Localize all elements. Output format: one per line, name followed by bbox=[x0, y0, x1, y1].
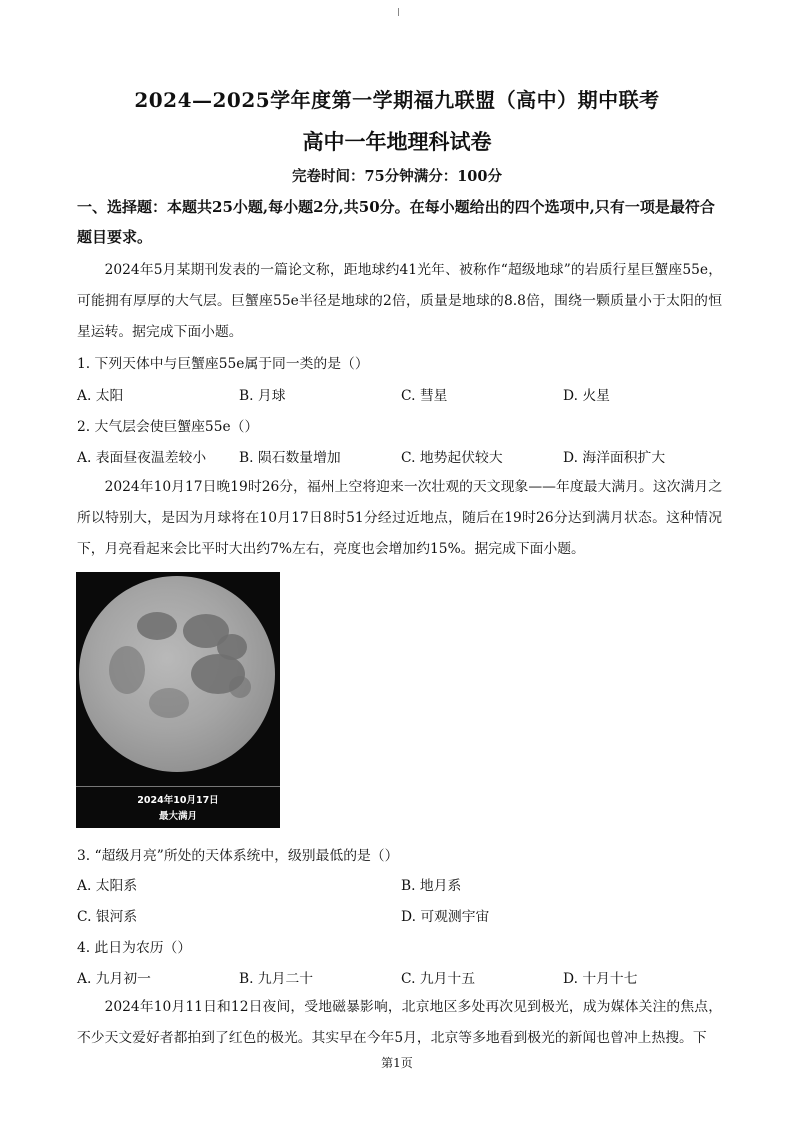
full-moon-image bbox=[79, 576, 275, 772]
exam-info: 完卷时间：75分钟满分：100分 bbox=[292, 168, 502, 185]
question-1-option-a: A. 太阳 bbox=[77, 388, 124, 404]
question-4-option-c: C. 九月十五 bbox=[401, 971, 476, 987]
passage-1: 2024年5月某期刊发表的一篇论文称，距地球约41光年、被称作“超级地球”的岩质行星巨蟹座55e，可能拥有厚厚的大气层。巨蟹座55e半径是地球的2倍，质量是地球的8.8倍，围绕一颗质量小于太阳的恒星运转。据完成下面小题。 bbox=[77, 262, 722, 340]
question-1-stem: 1. 下列天体中与巨蟹座55e属于同一类的是（） bbox=[77, 356, 369, 372]
question-4-option-a: A. 九月初一 bbox=[77, 971, 151, 987]
question-3-stem: 3. “超级月亮”所处的天体系统中，级别最低的是（） bbox=[77, 848, 399, 864]
page-number: 第1页 bbox=[381, 1056, 413, 1070]
question-1-option-b: B. 月球 bbox=[239, 388, 286, 404]
question-2-option-a: A. 表面昼夜温差较小 bbox=[77, 450, 207, 466]
question-4-option-d: D. 十月十七 bbox=[563, 971, 638, 987]
photo-caption-date: 2024年10月17日 bbox=[137, 795, 219, 806]
passage-2: 2024年10月17日晚19时26分，福州上空将迎来一次壮观的天文现象——年度最大满月。这次满月之所以特别大，是因为月球将在10月17日8时51分经过近地点，随后在19时26分达到满月状态。这种情况下，月亮看起来会比平时大出约7%左右，亮度也会增加约15%。据完成下面小题。 bbox=[77, 479, 722, 557]
caption-divider bbox=[76, 786, 280, 787]
question-2-option-b: B. 陨石数量增加 bbox=[239, 450, 341, 466]
question-4-option-b: B. 九月二十 bbox=[239, 971, 314, 987]
question-2-stem: 2. 大气层会使巨蟹座55e（） bbox=[77, 419, 259, 435]
question-1-option-d: D. 火星 bbox=[563, 388, 610, 404]
question-3-option-c: C. 银河系 bbox=[77, 909, 138, 925]
question-1-option-c: C. 彗星 bbox=[401, 388, 448, 404]
question-2-option-d: D. 海洋面积扩大 bbox=[563, 450, 666, 466]
question-3-option-d: D. 可观测宇宙 bbox=[401, 909, 490, 925]
question-3-option-a: A. 太阳系 bbox=[77, 878, 138, 894]
photo-caption-text: 最大满月 bbox=[158, 811, 197, 822]
question-2-option-c: C. 地势起伏较大 bbox=[401, 450, 503, 466]
exam-title: 2024—2025学年度第一学期福九联盟（高中）期中联考 bbox=[134, 88, 660, 112]
moon-photo bbox=[76, 572, 280, 828]
top-mark bbox=[398, 8, 399, 16]
question-3-option-b: B. 地月系 bbox=[401, 878, 462, 894]
passage-3: 2024年10月11日和12日夜间，受地磁暴影响，北京地区多处再次见到极光，成为媒体关注的焦点，不少天文爱好者都拍到了红色的极光。其实早在今年5月，北京等多地看到极光的新闻也曾冲上热搜。下 bbox=[77, 999, 722, 1046]
question-4-stem: 4. 此日为农历（） bbox=[77, 940, 192, 956]
section-heading: 一、选择题：本题共25小题,每小题2分,共50分。在每小题给出的四个选项中,只有一项是最符合题目要求。 bbox=[77, 198, 715, 246]
exam-subtitle: 高中一年地理科试卷 bbox=[302, 129, 492, 154]
